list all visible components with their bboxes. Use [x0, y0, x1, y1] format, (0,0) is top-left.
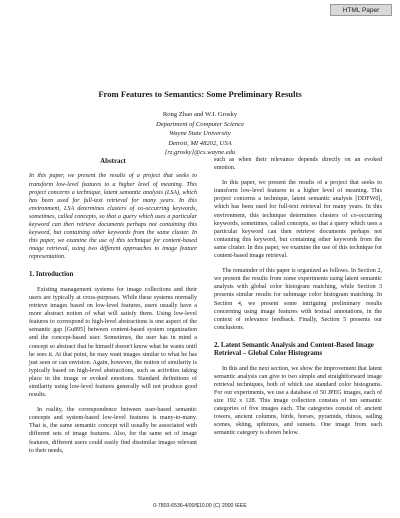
section-2-heading: 2. Latent Semantic Analysis and Content-Based Image Retrieval – Global Color Histograms — [214, 341, 374, 358]
abstract-section — [29, 158, 197, 261]
intro-paragraph-3: In this paper, we present the results of a project that seeks to transform low-level features to a higher level of meaning. This project concerns a technique, latent semantic analysis [DDFW0], which has been used for full-text retrieval for many years. In this environment, this technique determines clusters of co-occurring keywords, sometimes, called concepts, so that a query which uses a particular keyword can then retrieve documents perhaps not containing this keyword, but containing other keywords from the same cluster. In this paper, we examine the use of this technique for content-based image retrieval. — [214, 180, 382, 260]
right-column — [214, 156, 382, 438]
intro-paragraph-1: Existing management systems for image collections and their users are typically at cross-purposes. While these systems normally retrieve images based on low-level features, users usually have a more abstract notion of what will satisfy them. Using low-level features to correspond to high-level abstractions is one aspect of the semantic gap [Gu895] between content-based system organization and the concept-based user. Sometimes, the user has in mind a concept so abstract that he himself doesn't know what he wants until he sees it. At that point, he may want images similar to what he has just seen or can envision. Again, however, the notion of similarity is typically based on high-level abstractions, such as activities taking place in the image or evoked emotions. Standard definitions of similarity using low-level features generally will not produce good results. — [29, 286, 197, 399]
abstract-text: In this paper, we present the results of a project that seeks to transform low-level features to a higher level of meaning. This project concerns a technique, latent semantic analysis (LSA), which has been used for full-text retrieval for many years. In this environment, LSA determines clusters of co-occurring keywords, sometimes, called concepts, so that a query which uses a particular keyword can then retrieve documents perhaps not containing this keyword, but containing other keywords from the same cluster. In this paper, we examine the use of this technique for content-based image retrieval, using two different approaches to image feature representation. — [29, 173, 197, 261]
html-paper-badge: HTML Paper — [330, 4, 392, 16]
intro-paragraph-4: The remainder of this paper is organized as follows. In Section 2, we present the results from some experiments using latent semantic analysis with global color histogram matching, while Section 3 presents similar results for subimage color histogram matching. In Section 4, we present some intriguing preliminary results concerning using image features with textual annotations, in the context of relevance feedback. Finally, Section 5 presents our conclusions. — [214, 268, 382, 331]
address: Detroit, MI 48202, USA — [168, 139, 232, 147]
intro-paragraph-2: In reality, the correspondence between user-based semantic concepts and system-based low-level features is many-to-many. That is, the same semantic concept will usually be associated with different sets of image features. Also, for the same set of image features, different users could easily find dissimilar images relevant to their needs, — [29, 407, 197, 454]
intro-continuation: such as when their relevance depends directly on an evoked emotion. — [214, 157, 382, 172]
email: [rz,grosky]@cs.wayne.edu — [164, 149, 236, 157]
section-2-paragraph-1: In this and the next section, we show the improvement that latent semantic analysis can give to two simple and straightforward image retrieval techniques, both of which use standard color histograms. For our experiments, we use a database of 50 JPEG images, each of size 192 x 128. This image collection consists of ten semantic categories of five images each. The categories consist of: ancient towers, ancient columns, birds, horses, pyramids, rhinos, sailing scenes, skiing, sphinxes, and sunsets. One image from each semantic category is shown below. — [214, 365, 382, 437]
department: Department of Computer Science — [155, 120, 245, 128]
left-column — [29, 156, 197, 455]
author-block — [0, 110, 400, 158]
paper-title: From Features to Semantics: Some Preliminary Results — [98, 89, 302, 99]
authors: Rong Zhao and W.I. Grosky — [162, 111, 238, 118]
university: Wayne State University — [169, 130, 231, 138]
abstract-heading: Abstract — [100, 158, 126, 165]
intro-heading: 1. Introduction — [29, 271, 74, 279]
footer-copyright: 0-7803-6536-4/00/$10.00 (C) 2000 IEEE — [153, 503, 247, 509]
